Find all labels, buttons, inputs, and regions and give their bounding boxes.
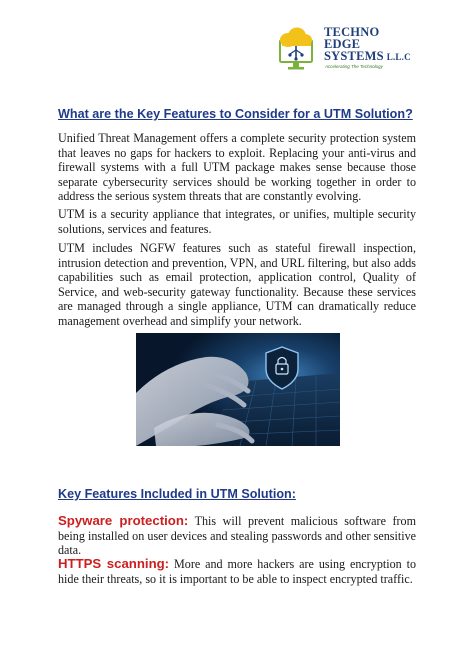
feature-description: This will prevent malicious software from being installed on user devices and stealing passwords and other sensitive data.: [58, 514, 416, 558]
cloud-tree-monitor-icon: [276, 26, 320, 72]
hands-on-keyboard-shield-photo: [136, 333, 340, 446]
feature-item: [58, 557, 416, 586]
feature-term: Spyware protection:: [58, 513, 189, 528]
logo-tagline: Accelerating The Technology: [325, 64, 383, 69]
paragraph-features: UTM includes NGFW features such as stateful firewall inspection, intrusion detection and prevention, VPN, and URL filtering, but also adds capabilities such as email protection, application control, Quality of Service, and web-security gateway functionality. Because these services are managed through a single appliance, UTM can dramatically reduce management overhead and simplify your network.: [58, 241, 416, 328]
logo-line-1: TECHNO: [324, 25, 380, 39]
logo-line-3-text: SYSTEMS: [324, 49, 384, 63]
paragraph-intro: Unified Threat Management offers a complete security protection system that leaves no gaps for hackers to exploit. Replacing your anti-virus and firewall systems with a full UTM package makes sense because those separate cybersecurity services should be working together in order to address the serious system threats that are constantly evolving.: [58, 131, 416, 204]
logo-wordmark: [324, 26, 411, 63]
page-heading: What are the Key Features to Consider for a UTM Solution?: [58, 107, 413, 121]
section-heading: Key Features Included in UTM Solution:: [58, 487, 296, 501]
logo-line-3: [324, 50, 411, 63]
feature-term: HTTPS scanning:: [58, 556, 170, 571]
paragraph-definition: UTM is a security appliance that integrates, or unifies, multiple security solutions, services and features.: [58, 207, 416, 236]
feature-description: More and more hackers are using encryption to hide their threats, so it is important to be able to inspect encrypted traffic.: [58, 557, 417, 586]
logo-line-2: EDGE: [324, 37, 361, 51]
feature-item: [58, 514, 416, 558]
company-logo: [276, 24, 446, 76]
logo-suffix: L.L.C: [386, 52, 411, 62]
